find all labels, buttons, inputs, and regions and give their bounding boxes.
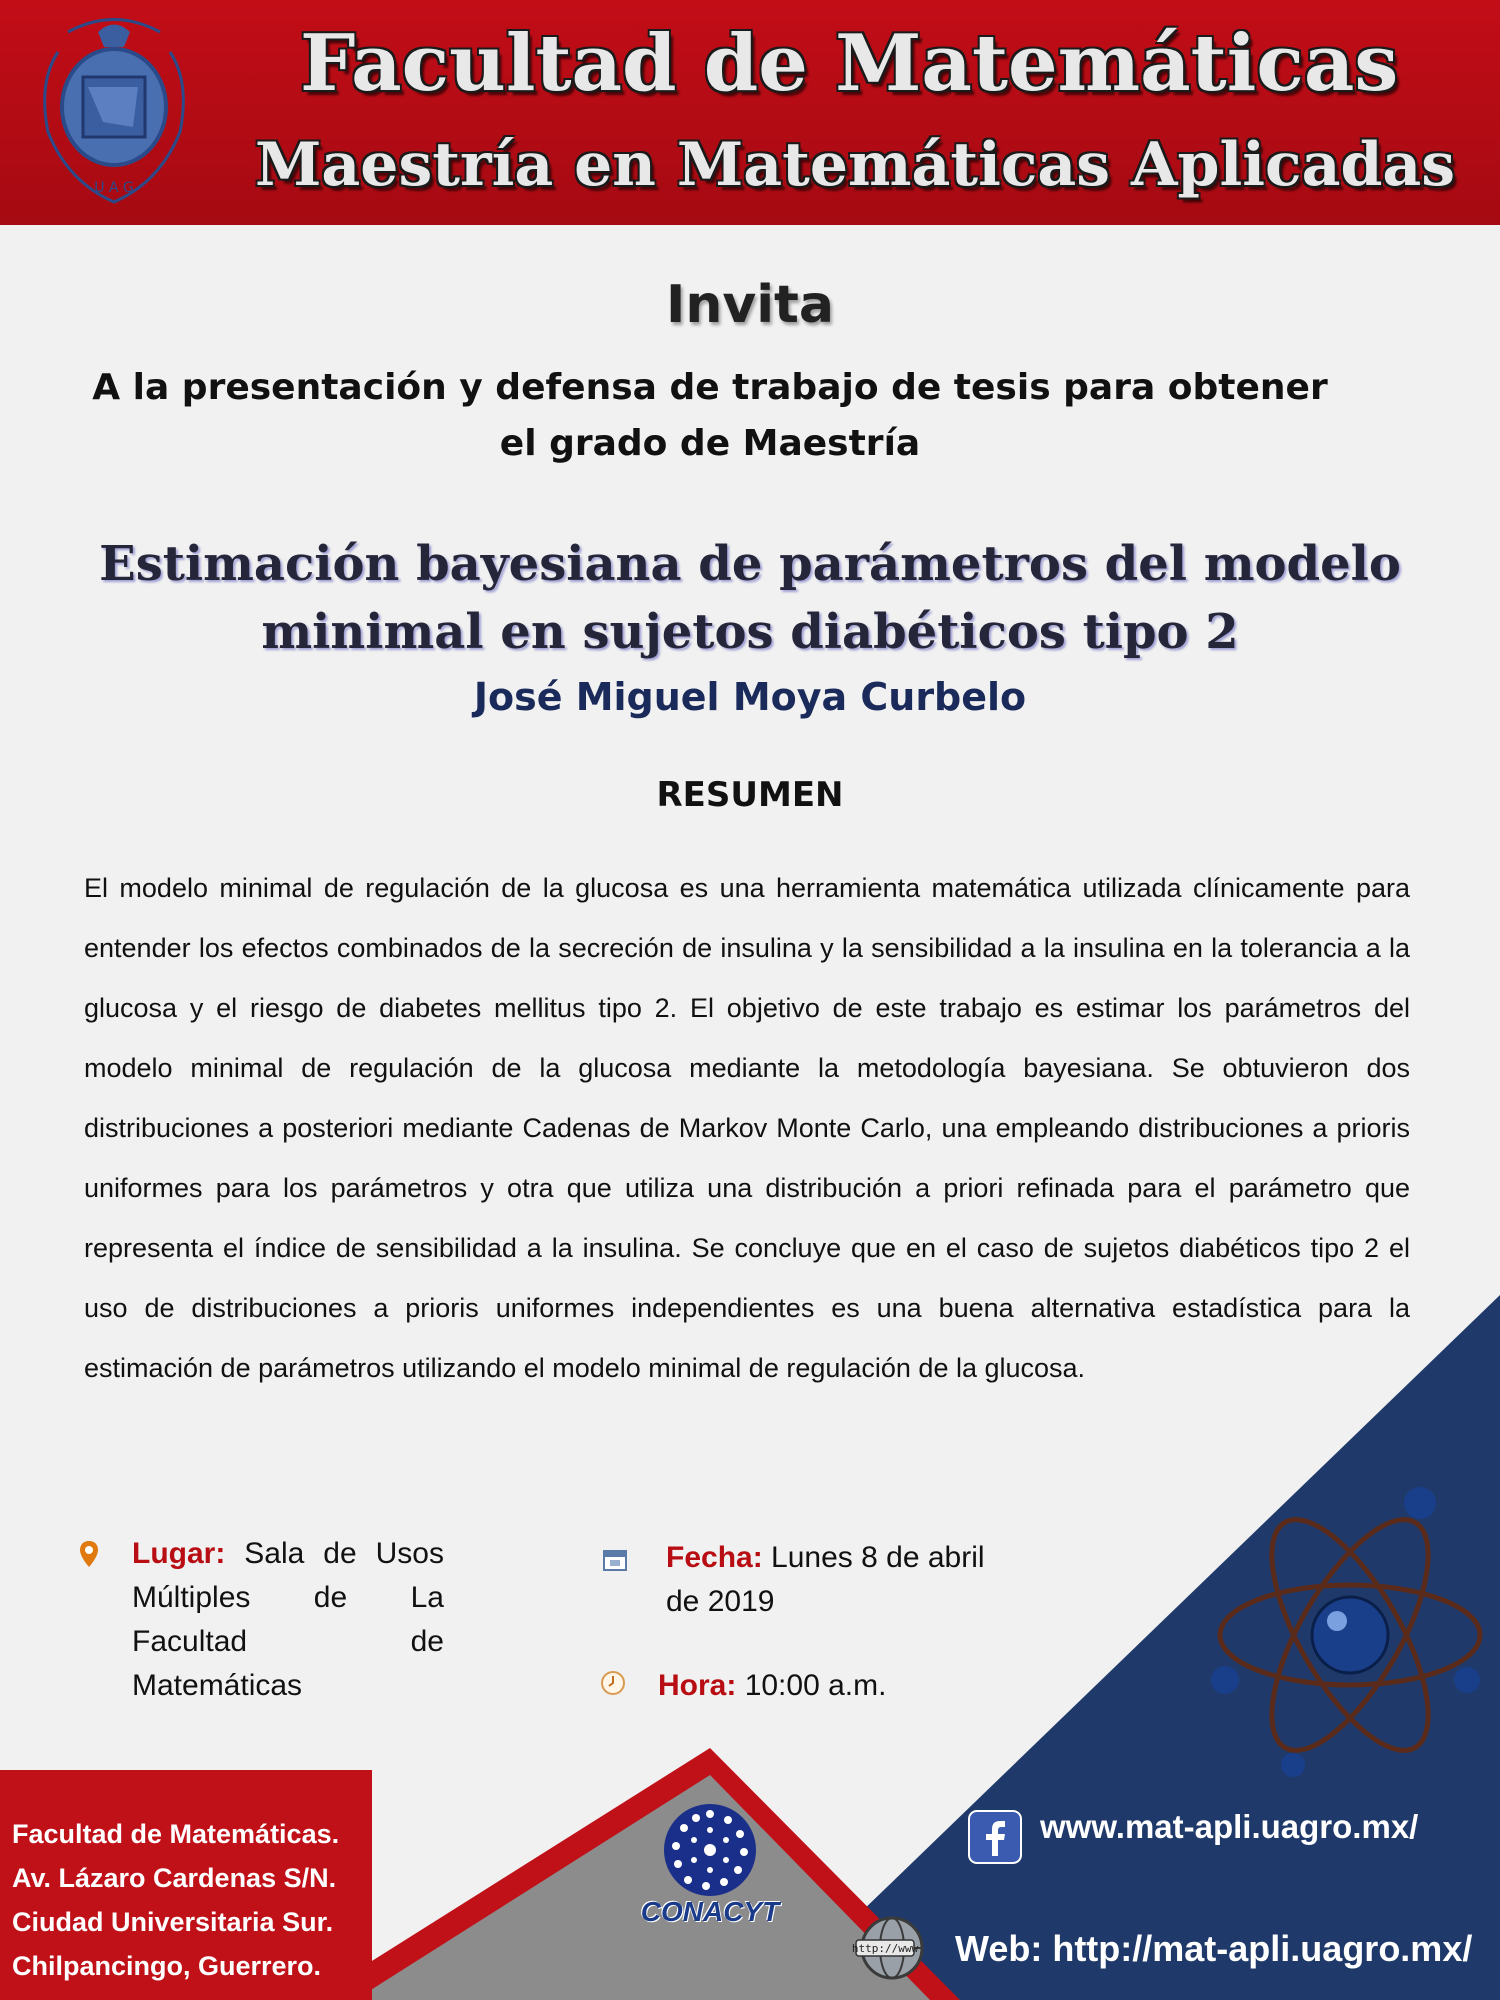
author-name: José Miguel Moya Curbelo (473, 675, 1027, 719)
invita-heading: Invita (665, 275, 835, 335)
date-label: Fecha: (666, 1541, 763, 1574)
time-value: 10:00 a.m. (744, 1669, 887, 1702)
place-value: Sala de Usos Múltiples de La Facultad de Matemáticas (132, 1537, 444, 1702)
invitation-subtitle: A la presentación y defensa de trabajo de tesis para obtener el grado de Maestría (92, 367, 1328, 464)
website-link[interactable]: Web: http://mat-apli.uagro.mx/ (955, 1928, 1473, 1969)
address-line: Ciudad Universitaria Sur. (12, 1907, 334, 1937)
time-label: Hora: (658, 1669, 737, 1702)
faculty-title: Facultad de Matemáticas (300, 18, 1399, 109)
university-seal-icon (28, 12, 200, 212)
facebook-icon[interactable] (968, 1810, 1022, 1864)
atom-icon (1205, 1475, 1495, 1785)
svg-text:U A G: U A G (94, 180, 134, 196)
place-info (132, 1532, 444, 1708)
web-globe-icon (850, 1910, 932, 1986)
svg-text:http://www: http://www (851, 1942, 919, 1955)
calendar-icon (602, 1548, 628, 1572)
conacyt-label: CONACYT (640, 1896, 780, 1927)
time-info (658, 1664, 1018, 1708)
abstract-text: El modelo minimal de regulación de la glucosa es una herramienta matemática utilizada clínicamente para entender los efectos combinados de la secreción de insulina y la sensibilidad a la insulina en la tolerancia a la glucosa y el riesgo de diabetes mellitus tipo 2. El objetivo de este trabajo es estimar los parámetros del modelo minimal de regulación de la glucosa mediante la metodología bayesiana. Se obtuvieron dos distribuciones a posteriori mediante Cadenas de Markov Monte Carlo, una empleando distribuciones a prioris uniformes para los parámetros y otra que utiliza una distribución a priori refinada para el parámetro que representa el índice de sensibilidad a la insulina. Se concluye que en el caso de sujetos diabéticos tipo 2 el uso de distribuciones a prioris uniformes independientes es una buena alternativa estadística para la estimación de parámetros utilizando el modelo minimal de regulación de la glucosa. (84, 873, 1410, 1383)
address-line: Chilpancingo, Guerrero. (12, 1951, 322, 1981)
conacyt-logo-icon (660, 1800, 760, 1900)
place-label: Lugar: (132, 1537, 226, 1570)
address-line: Facultad de Matemáticas. (12, 1819, 340, 1849)
facebook-link[interactable]: www.mat-apli.uagro.mx/ (1040, 1808, 1419, 1845)
address-line: Av. Lázaro Cardenas S/N. (12, 1863, 337, 1893)
address-block (12, 1812, 372, 1988)
program-title: Maestría en Matemáticas Aplicadas (255, 130, 1456, 200)
thesis-title: Estimación bayesiana de parámetros del modelo minimal en sujetos diabéticos tipo 2 (99, 536, 1401, 660)
clock-icon (600, 1670, 626, 1696)
abstract-heading: RESUMEN (656, 775, 844, 815)
location-pin-icon (78, 1540, 100, 1568)
date-value: Lunes 8 de abril de 2019 (666, 1541, 985, 1618)
date-info (666, 1536, 1026, 1624)
